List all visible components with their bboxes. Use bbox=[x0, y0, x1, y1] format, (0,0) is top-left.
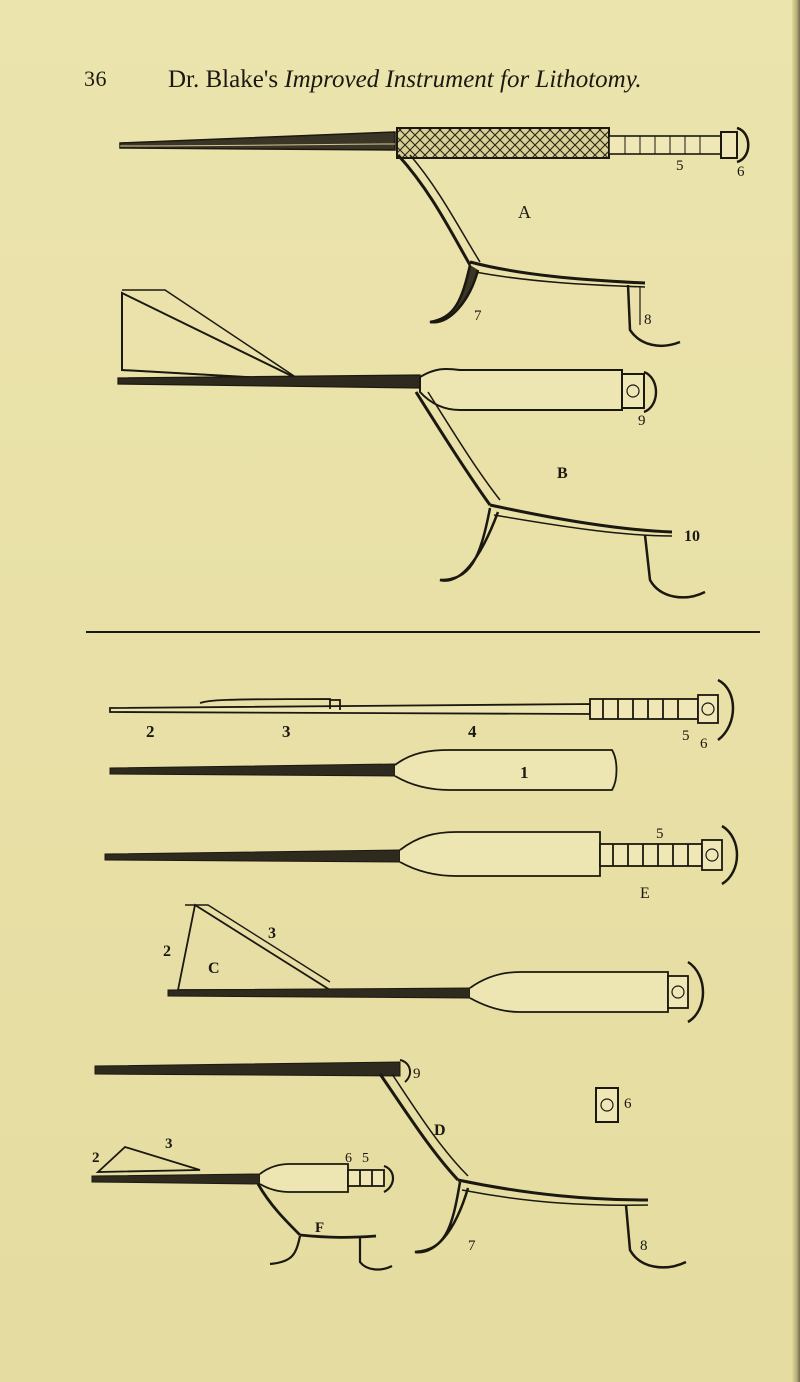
figure-a-instrument bbox=[120, 128, 748, 346]
figure-d-instrument bbox=[95, 1060, 686, 1267]
title-subject: Improved Instrument for Lithotomy. bbox=[284, 66, 642, 93]
figure-f-letter: F bbox=[315, 1220, 325, 1236]
title-author: Dr. Blake's bbox=[168, 66, 279, 93]
figure-d-label-8: 8 bbox=[640, 1238, 648, 1254]
parts-label-3: 3 bbox=[282, 722, 291, 741]
parts-label-5: 5 bbox=[682, 728, 690, 744]
figure-c-instrument bbox=[168, 905, 703, 1022]
figure-a-label-7: 7 bbox=[474, 308, 482, 324]
figure-e-letter: E bbox=[640, 885, 650, 902]
figure-part-1-sheath bbox=[110, 750, 617, 790]
figure-f-label-5: 5 bbox=[362, 1151, 369, 1166]
figure-parts-rod bbox=[110, 680, 733, 740]
figure-b-label-9: 9 bbox=[638, 413, 646, 429]
figure-a-label-6: 6 bbox=[737, 164, 745, 180]
figure-f-label-6: 6 bbox=[345, 1151, 352, 1166]
figure-b-letter: B bbox=[557, 465, 568, 482]
figure-f-label-3: 3 bbox=[165, 1136, 173, 1152]
figure-d-label-6: 6 bbox=[624, 1096, 632, 1112]
parts-label-2: 2 bbox=[146, 722, 155, 741]
page-edge bbox=[792, 0, 800, 1382]
figure-f-label-2: 2 bbox=[92, 1150, 100, 1166]
figure-a-letter: A bbox=[518, 202, 531, 222]
figure-e-instrument bbox=[105, 826, 737, 884]
parts-label-6: 6 bbox=[700, 736, 708, 752]
parts-label-1: 1 bbox=[520, 763, 529, 782]
figure-b-label-10: 10 bbox=[684, 528, 700, 545]
figure-a-label-5: 5 bbox=[676, 158, 684, 174]
figure-d-label-7: 7 bbox=[468, 1238, 476, 1254]
figure-d-letter: D bbox=[434, 1122, 446, 1139]
figure-c-label-3: 3 bbox=[268, 925, 276, 942]
figure-d-label-9: 9 bbox=[413, 1066, 421, 1082]
figure-a-label-8: 8 bbox=[644, 312, 652, 328]
figure-b-instrument bbox=[118, 290, 705, 597]
parts-label-4: 4 bbox=[468, 722, 477, 741]
figure-e-label-5: 5 bbox=[656, 826, 664, 842]
page-number: 36 bbox=[84, 66, 107, 91]
figure-c-label-2: 2 bbox=[163, 943, 171, 960]
figure-c-letter: C bbox=[208, 960, 220, 977]
